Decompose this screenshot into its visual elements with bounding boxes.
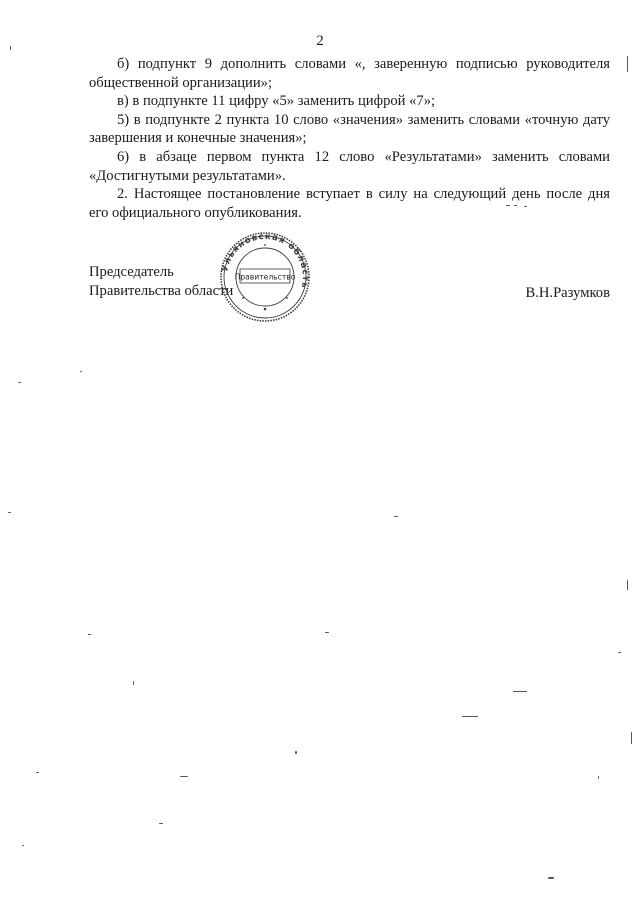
paragraph: 5) в подпункте 2 пункта 10 слово «значения» заменить словами «точную дату завершения и конечные значения»; bbox=[89, 111, 610, 147]
scan-speck bbox=[159, 823, 163, 824]
scan-speck bbox=[631, 732, 632, 744]
paragraph: в) в подпункте 11 цифру «5» заменить цифрой «7»; bbox=[117, 93, 436, 110]
scan-speck bbox=[295, 751, 297, 754]
scan-speck bbox=[80, 371, 82, 372]
page-number: 2 bbox=[316, 33, 324, 49]
scan-speck bbox=[627, 580, 628, 590]
scan-speck bbox=[8, 512, 11, 513]
signatory-title-line2: Правительства области bbox=[89, 283, 234, 299]
scan-speck bbox=[22, 845, 24, 846]
document-body bbox=[89, 55, 610, 222]
paragraph: б) подпункт 9 дополнить словами «, заверенную подписью руководителя общественной организации»; bbox=[89, 56, 610, 91]
signature-block bbox=[89, 263, 610, 301]
scan-speck bbox=[598, 776, 599, 779]
scan-speck bbox=[514, 205, 517, 206]
seal-ring-text: Ульяновская область bbox=[220, 231, 311, 290]
scan-speck bbox=[627, 56, 628, 72]
scan-speck bbox=[524, 206, 527, 207]
scan-speck bbox=[325, 632, 329, 633]
scan-speck bbox=[88, 634, 91, 635]
signatory-title-line1: Председатель bbox=[89, 264, 174, 280]
signatory-name: В.Н.Разумков bbox=[525, 285, 610, 301]
scan-speck bbox=[462, 716, 478, 717]
scan-speck bbox=[513, 691, 527, 692]
scan-speck bbox=[548, 877, 554, 879]
scan-speck bbox=[618, 652, 621, 653]
seal-center-text: Правительство bbox=[234, 272, 296, 282]
scan-speck bbox=[394, 516, 398, 517]
scan-speck bbox=[10, 46, 11, 50]
scan-speck bbox=[506, 205, 510, 206]
scan-speck bbox=[36, 772, 39, 773]
paragraph: 6) в абзаце первом пункта 12 слово «Результатами» заменить словами «Достигнутыми результатами». bbox=[89, 148, 610, 184]
scan-speck bbox=[133, 681, 134, 685]
scan-speck bbox=[18, 382, 21, 383]
paragraph: 2. Настоящее постановление вступает в силу на следующий день после дня его официального опубликования. bbox=[89, 186, 610, 221]
official-seal bbox=[213, 231, 318, 324]
scan-speck bbox=[180, 776, 188, 777]
